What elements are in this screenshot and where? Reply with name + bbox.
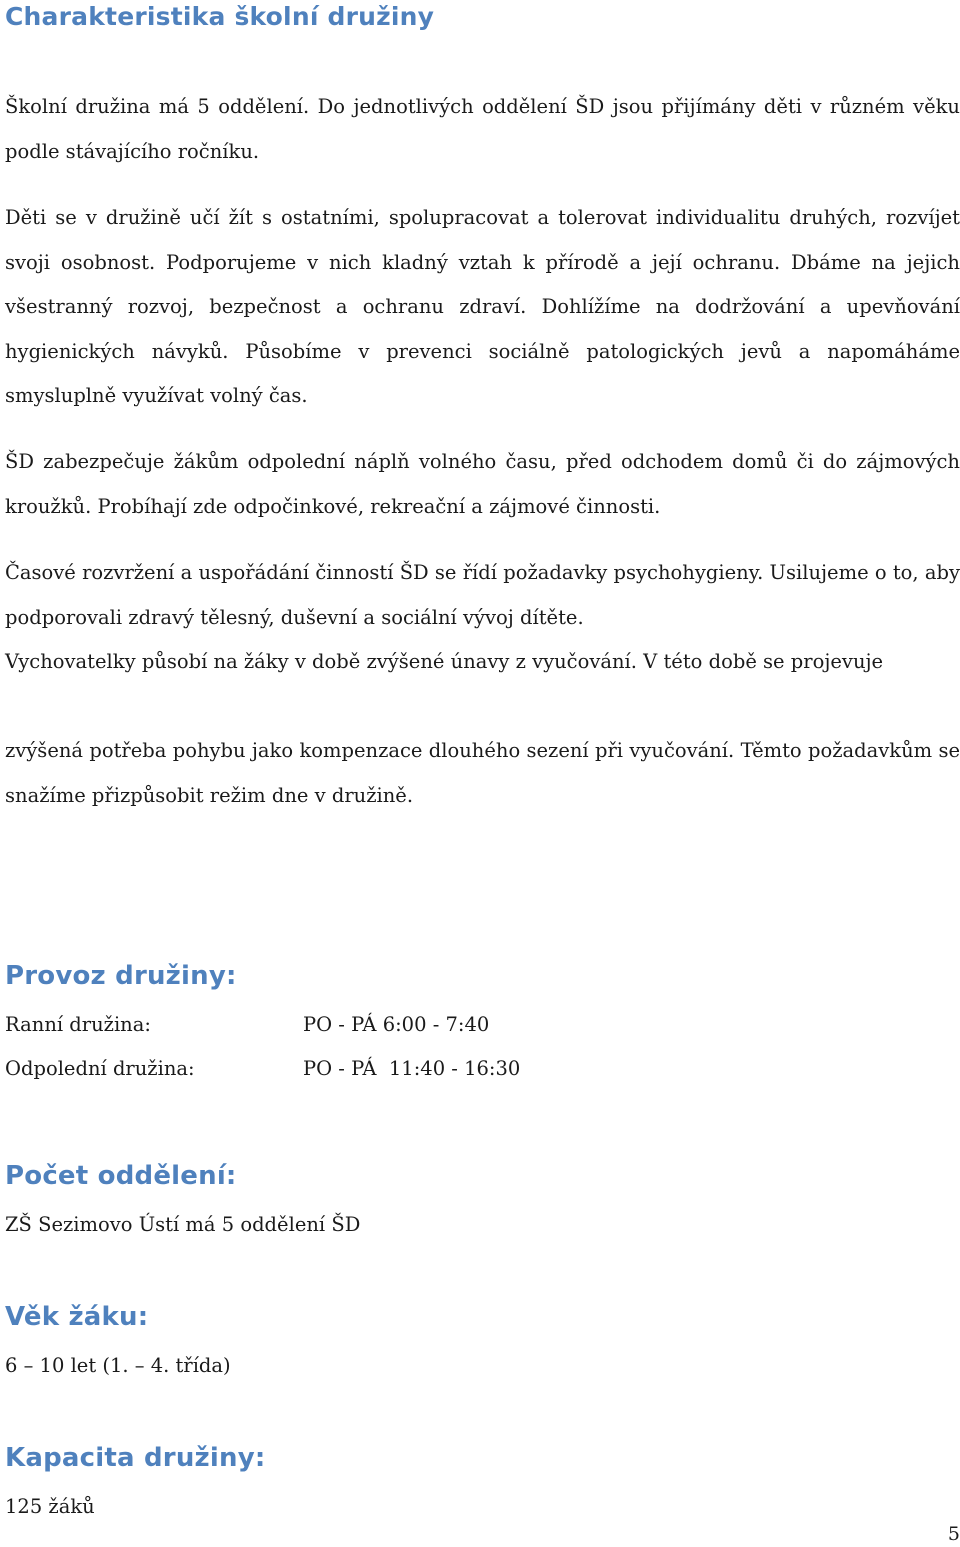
- page-title: Charakteristika školní družiny: [5, 2, 435, 31]
- schedule-label: Odpolední družina:: [5, 1057, 195, 1080]
- paragraph-napln: ŠD zabezpečuje žákům odpolední náplň volného času, před odchodem domů či do zájmových kroužků. Probíhají zde odpočinkové, rekreační a zájmové činnosti.: [5, 450, 960, 518]
- schedule-row-ranni: [5, 1010, 489, 1040]
- pocet-text: ZŠ Sezimovo Ústí má 5 oddělení ŠD: [5, 1213, 361, 1236]
- schedule-label: Ranní družina:: [5, 1013, 151, 1036]
- paragraph-unava: Vychovatelky působí na žáky v době zvýšené únavy z vyučování. V této době se projevuje: [5, 650, 884, 673]
- vek-text: 6 – 10 let (1. – 4. třída): [5, 1354, 231, 1377]
- schedule-value: PO - PÁ 11:40 - 16:30: [303, 1057, 521, 1080]
- paragraph-pohyb: zvýšená potřeba pohybu jako kompenzace dlouhého sezení při vyučování. Těmto požadavkům se snažíme přizpůsobit režim dne v družině.: [5, 739, 960, 807]
- paragraph-vychova: Děti se v družině učí žít s ostatními, spolupracovat a tolerovat individualitu druhých, rozvíjet svoji osobnost. Podporujeme v nich kladný vztah k přírodě a její ochranu. Dbáme na jejich všestranný rozvoj, bezpečnost a ochranu zdraví. Dohlížíme na dodržování a upevňování hygienických návyků. Působíme v prevenci sociálně patologických jevů a napomáháme smysluplně využívat volný čas.: [5, 206, 960, 407]
- heading-pocet: Počet oddělení:: [5, 1161, 237, 1191]
- heading-vek: Věk žáku:: [5, 1302, 149, 1332]
- kapacita-text: 125 žáků: [5, 1495, 95, 1518]
- page-number: 5: [947, 1523, 960, 1545]
- heading-provoz: Provoz družiny:: [5, 961, 237, 991]
- paragraph-oddeleni: Školní družina má 5 oddělení. Do jednotlivých oddělení ŠD jsou přijímány děti v různém věku podle stávajícího ročníku.: [5, 95, 960, 163]
- paragraph-rozvrzeni: Časové rozvržení a uspořádání činností ŠD se řídí požadavky psychohygieny. Usilujeme o to, aby podporovali zdravý tělesný, duševní a sociální vývoj dítěte.: [5, 561, 960, 629]
- schedule-row-odpoledni: [5, 1054, 520, 1084]
- heading-kapacita: Kapacita družiny:: [5, 1443, 266, 1473]
- schedule-value: PO - PÁ 6:00 - 7:40: [303, 1013, 490, 1036]
